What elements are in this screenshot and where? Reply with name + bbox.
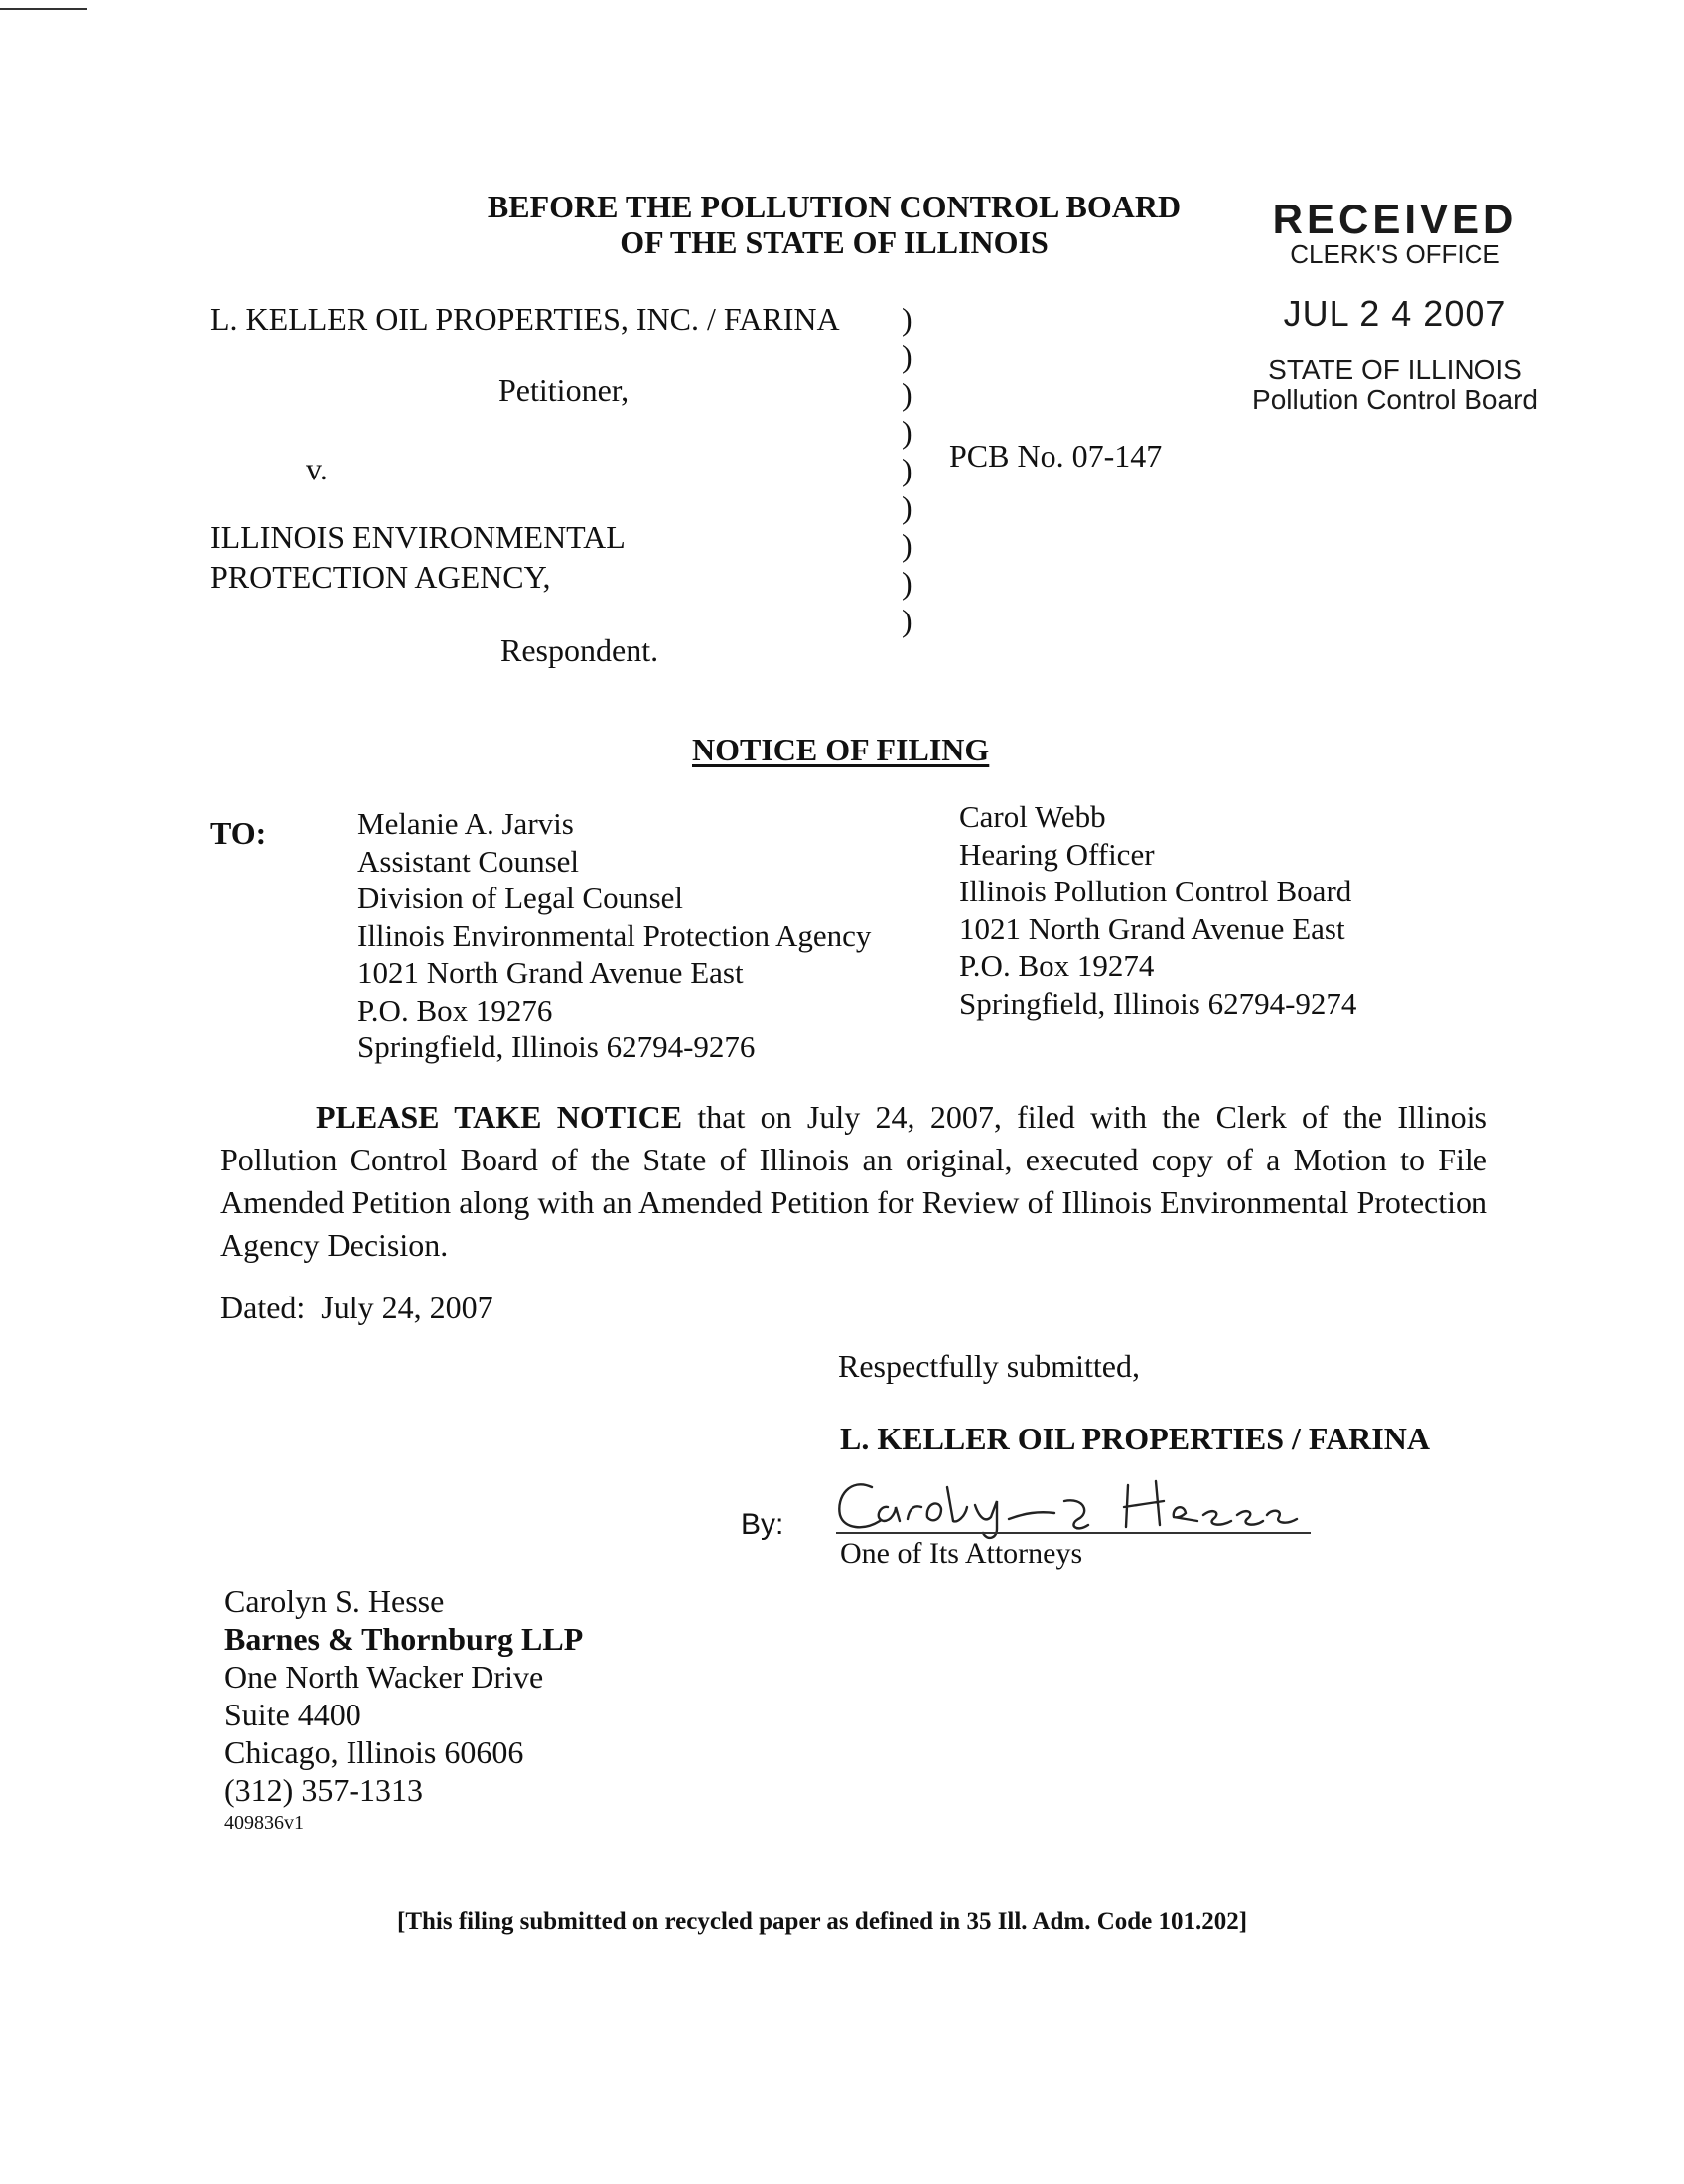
respondent-name-line-2: PROTECTION AGENCY, [210,559,551,595]
recycled-paper-footer: [This filing submitted on recycled paper as defined in 35 Ill. Adm. Code 101.202] [397,1908,1248,1935]
attorney-street: One North Wacker Drive [224,1659,544,1695]
attorney-name: Carolyn S. Hesse [224,1583,445,1619]
petitioner-role: Petitioner, [498,372,630,408]
stamp-received: RECEIVED [1272,196,1518,242]
attorney-block [224,1582,583,1837]
notice-title: NOTICE OF FILING [692,732,990,767]
title-line-2: OF THE STATE OF ILLINOIS [620,224,1049,260]
attorney-phone: (312) 357-1313 [224,1772,423,1808]
title-line-1: BEFORE THE POLLUTION CONTROL BOARD [487,189,1182,224]
address-line: Division of Legal Counsel [357,881,684,915]
caption-parentheses: ) ) ) ) ) ) ) ) ) [902,301,912,638]
address-line: Assistant Counsel [357,843,580,879]
address-line: Illinois Environmental Protection Agency [357,917,872,953]
petitioner-name: L. KELLER OIL PROPERTIES, INC. / FARINA [210,301,840,337]
address-line: Hearing Officer [959,836,1155,872]
stamp-state: STATE OF ILLINOIS [1268,354,1522,385]
notice-body: that on July 24, 2007, filed with the Clerk of the Illinois Pollution Control Board of the State of Illinois an original, executed copy of a Motion to File Amended Petition along with an Amended Petition for Review of Illinois Environmental Protection Agency Decision. [220,1099,1488,1263]
signature-caption: One of Its Attorneys [840,1537,1083,1570]
address-line: Carol Webb [959,799,1106,834]
law-firm: Barnes & Thornburg LLP [224,1621,584,1657]
versus: v. [306,451,328,486]
address-line: Illinois Pollution Control Board [959,874,1352,908]
case-number: PCB No. 07-147 [949,438,1163,474]
stamp-office: CLERK'S OFFICE [1290,239,1500,269]
attorney-city: Chicago, Illinois 60606 [224,1734,524,1770]
notice-lead: PLEASE TAKE NOTICE [316,1099,683,1135]
address-line: P.O. Box 19276 [357,992,553,1027]
stamp-date: JUL 2 4 2007 [1283,293,1507,334]
document-id: 409836v1 [224,1812,304,1834]
notice-paragraph [220,1096,1487,1267]
received-stamp [1231,196,1559,415]
address-line: P.O. Box 19274 [959,948,1155,983]
stamp-board: Pollution Control Board [1252,384,1538,415]
to-label: TO: [210,815,267,851]
address-line: Springfield, Illinois 62794-9276 [357,1029,756,1064]
address-line: Springfield, Illinois 62794-9274 [959,985,1357,1021]
signatory-party: L. KELLER OIL PROPERTIES / FARINA [840,1421,1430,1456]
address-line: Melanie A. Jarvis [357,806,574,841]
address-line: 1021 North Grand Avenue East [357,955,744,990]
by-label: By: [741,1508,784,1541]
scan-mark [0,8,87,10]
closing-line: Respectfully submitted, [838,1348,1140,1384]
respondent-role: Respondent. [500,632,659,668]
address-line: 1021 North Grand Avenue East [959,910,1345,946]
attorney-suite: Suite 4400 [224,1697,361,1732]
page-title [467,189,1201,260]
dated-line: Dated: July 24, 2007 [220,1290,493,1325]
recipient-1-address [357,805,871,1066]
recipient-2-address [959,798,1356,1022]
respondent-name-line-1: ILLINOIS ENVIRONMENTAL [210,519,626,555]
